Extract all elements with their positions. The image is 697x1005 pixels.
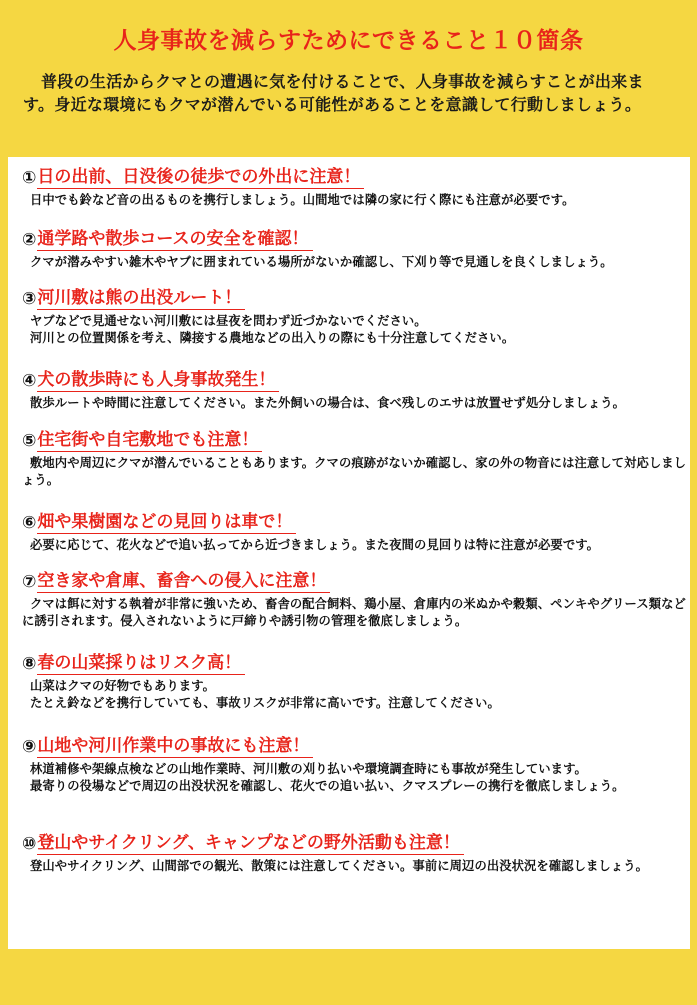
item-body [22, 596, 687, 630]
item-heading-text: 春の山菜採りはリスク高！ [37, 652, 245, 675]
item-heading-text: 畑や果樹園などの見回りは車で！ [37, 511, 296, 534]
item-body [22, 678, 687, 712]
item-heading [22, 370, 687, 392]
item-heading-text: 河川敷は熊の出没ルート！ [37, 287, 245, 310]
item-heading [22, 571, 687, 593]
item-heading [22, 229, 687, 251]
item-line: 登山やサイクリング、山間部での観光、散策には注意してください。事前に周辺の出没状況を確認しましょう。 [30, 859, 649, 873]
list-item [22, 512, 687, 554]
item-body [22, 761, 687, 795]
item-line: 林道補修や架線点検などの山地作業時、河川敷の刈り払いや環境調査時にも事故が発生しています。 [30, 762, 587, 776]
page-title: 人身事故を減らすためにできること１０箇条 [113, 28, 584, 54]
item-heading-text: 日の出前、日没後の徒歩での外出に注意！ [37, 166, 364, 189]
item-number: ⑥ [22, 513, 37, 533]
list-item [22, 833, 687, 875]
item-number: ⑦ [22, 572, 37, 592]
item-number: ④ [22, 371, 37, 391]
item-line: 敷地内や周辺にクマが潜んでいることもあります。クマの痕跡がないか確認し、家の外の物音には注意して対応しましょう。 [22, 456, 687, 487]
item-heading [22, 833, 687, 855]
list-item [22, 370, 687, 412]
item-line: 日中でも鈴など音の出るものを携行しましょう。山間地では隣の家に行く際にも注意が必要です。 [30, 193, 575, 207]
item-line: 山菜はクマの好物でもあります。 [30, 679, 215, 693]
items-panel [8, 157, 690, 949]
list-item [22, 736, 687, 795]
item-heading [22, 167, 687, 189]
item-body [22, 858, 687, 875]
item-heading-text: 通学路や散歩コースの安全を確認！ [37, 228, 312, 251]
item-number: ⑧ [22, 654, 37, 674]
item-line: たとえ鈴などを携行していても、事故リスクが非常に高いです。注意してください。 [30, 696, 500, 710]
item-heading [22, 653, 687, 675]
item-heading [22, 288, 687, 310]
item-heading-text: 住宅街や自宅敷地でも注意！ [37, 429, 262, 452]
item-line: 最寄りの役場などで周辺の出没状況を確認し、花火での追い払い、クマスプレーの携行を徹底しましょう。 [30, 779, 625, 793]
item-body [22, 192, 687, 209]
item-line: ヤブなどで見通せない河川敷には昼夜を問わず近づかないでください。 [30, 314, 427, 328]
item-body [22, 254, 687, 271]
item-line: 必要に応じて、花火などで追い払ってから近づきましょう。また夜間の見回りは特に注意が必要です。 [30, 538, 600, 552]
item-body [22, 537, 687, 554]
list-item [22, 430, 687, 489]
list-item [22, 571, 687, 630]
item-heading [22, 736, 687, 758]
intro-paragraph: 普段の生活からクマとの遭遇に気を付けることで、人身事故を減らすことが出来ます。身近な環境にもクマが潜んでいる可能性があることを意識して行動しましょう。 [23, 72, 644, 114]
item-number: ⑤ [22, 431, 37, 451]
item-number: ⑨ [22, 737, 37, 757]
item-line: 河川との位置関係を考え、隣接する農地などの出入りの際にも十分注意してください。 [30, 331, 515, 345]
list-item [22, 229, 687, 271]
item-number: ③ [22, 289, 37, 309]
item-heading-text: 登山やサイクリング、キャンプなどの野外活動も注意！ [37, 832, 463, 855]
item-heading [22, 430, 687, 452]
item-heading-text: 犬の散歩時にも人身事故発生！ [37, 369, 279, 392]
item-line: 散歩ルートや時間に注意してください。また外飼いの場合は、食べ残しのエサは放置せず処分しましょう。 [30, 396, 626, 410]
item-line: クマが潜みやすい雑木やヤブに囲まれている場所がないか確認し、下刈り等で見通しを良くしましょう。 [30, 255, 613, 269]
item-line: クマは餌に対する執着が非常に強いため、畜舎の配合飼料、鶏小屋、倉庫内の米ぬかや穀類、ペンキやグリース類などに誘引されます。侵入されないように戸締りや誘引物の管理を徹底しましょう。 [22, 597, 686, 628]
item-number: ① [22, 168, 37, 188]
list-item [22, 288, 687, 347]
item-number: ⑩ [22, 834, 37, 854]
item-heading-text: 山地や河川作業中の事故にも注意！ [37, 735, 313, 758]
item-body [22, 313, 687, 347]
item-heading-text: 空き家や倉庫、畜舎への侵入に注意！ [37, 570, 330, 593]
list-item [22, 167, 687, 209]
item-heading [22, 512, 687, 534]
list-item [22, 653, 687, 712]
item-number: ② [22, 230, 37, 250]
item-body [22, 395, 687, 412]
item-body [22, 455, 687, 489]
